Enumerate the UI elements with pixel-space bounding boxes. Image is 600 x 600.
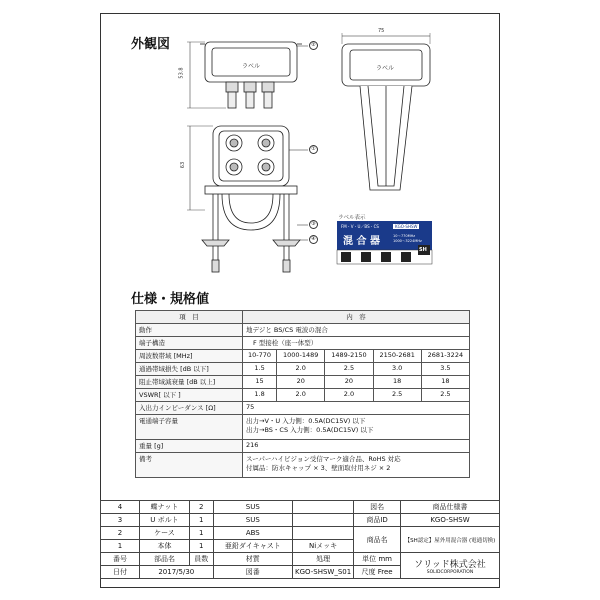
header-name: 部品名 (139, 553, 189, 566)
part-name: U ボルト (139, 514, 189, 527)
part-qty: 1 (189, 527, 213, 540)
table-row (101, 553, 500, 566)
table-row (136, 350, 470, 363)
table-row (136, 453, 470, 478)
unit-label: 単位 mm (354, 553, 401, 566)
part-material: ABS (213, 527, 292, 540)
notes-line-2: 付属品：防水キャップ × 3、壁面取付用ネジ × 2 (246, 464, 391, 472)
table-row (101, 514, 500, 527)
drawing-name: 商品仕様書 (400, 501, 499, 514)
cell: 1000-1489 (277, 350, 325, 363)
product-id-label: 商品ID (354, 514, 401, 527)
header-material: 材質 (213, 553, 292, 566)
label-band-text: FM・V・U／BS・CS (341, 224, 379, 229)
company-en: SOLIDCORPORATION (426, 569, 474, 575)
cell: 2.0 (325, 389, 373, 402)
row-label: 入出力インピーダンス [Ω] (136, 402, 243, 415)
row-value: 216 (243, 440, 470, 453)
table-row (136, 376, 470, 389)
label-display-caption: ラベル表示 (338, 215, 366, 221)
row-value (243, 453, 470, 478)
part-no: 3 (101, 514, 140, 527)
row-label: 通過帯域損失 [dB 以下] (136, 363, 243, 376)
company-cell (400, 553, 499, 579)
part-no: 4 (101, 501, 140, 514)
notes-line-1: スーパーハイビジョン受信マーク適合品、RoHS 対応 (246, 455, 401, 463)
cell: 2.0 (277, 363, 325, 376)
table-row (101, 527, 500, 540)
part-treatment: Niメッキ (293, 540, 354, 553)
table-row (136, 415, 470, 440)
part-name: ケース (139, 527, 189, 540)
label-main: 混 合 器 (343, 236, 380, 247)
cell: 20 (277, 376, 325, 389)
row-label: 備考 (136, 453, 243, 478)
callout-2: ② (309, 41, 320, 50)
row-label: 端子構造 (136, 337, 243, 350)
row-label: 動作 (136, 324, 243, 337)
drawing-no: KGO-SHSW_S01 (293, 566, 354, 579)
part-no: 2 (101, 527, 140, 540)
row-label: VSWR[ 以下 ] (136, 389, 243, 402)
cell: 10-770 (243, 350, 277, 363)
table-row (101, 501, 500, 514)
table-row (136, 389, 470, 402)
cell: 2.5 (421, 389, 469, 402)
drawing-name-label: 図名 (354, 501, 401, 514)
header-no: 番号 (101, 553, 140, 566)
header-qty: 員数 (189, 553, 213, 566)
company-name: ソリッド株式会社 (414, 559, 486, 570)
cell: 18 (373, 376, 421, 389)
row-value: F 型接栓（座一体型） (243, 337, 470, 350)
callout-4: ④ (309, 235, 320, 244)
row-label: 電通端子容量 (136, 415, 243, 440)
cell: 2150-2681 (373, 350, 421, 363)
part-name: 蝶ナット (139, 501, 189, 514)
header-item: 項 目 (136, 311, 243, 324)
part-material: SUS (213, 501, 292, 514)
drawing-no-label: 図番 (213, 566, 292, 579)
row-value: 75 (243, 402, 470, 415)
part-material: SUS (213, 514, 292, 527)
cell: 18 (421, 376, 469, 389)
body-height-dimension: 63 (180, 161, 187, 169)
cell: 2681-3224 (421, 350, 469, 363)
current-line-1: 出力→V・U 入力側：0.5A(DC15V) 以下 (246, 417, 366, 425)
current-line-2: 出力→BS・CS 入力側：0.5A(DC15V) 以下 (246, 426, 374, 434)
sh-badge: SH (419, 247, 427, 253)
date: 2017/5/30 (139, 566, 213, 579)
label-text-left: ラベル (242, 63, 261, 70)
table-row (136, 337, 470, 350)
part-treatment (293, 514, 354, 527)
row-label: 重量 [g] (136, 440, 243, 453)
part-qty: 1 (189, 514, 213, 527)
part-material: 亜鉛ダイキャスト (213, 540, 292, 553)
table-row (136, 363, 470, 376)
callout-3: ③ (309, 220, 320, 229)
cell: 20 (325, 376, 373, 389)
cell: 1489-2150 (325, 350, 373, 363)
exterior-title: 外観図 (131, 37, 171, 52)
header-treatment: 処理 (293, 553, 354, 566)
part-qty: 1 (189, 540, 213, 553)
part-name: 本体 (139, 540, 189, 553)
spec-title: 仕様・規格値 (131, 292, 210, 307)
row-label: 周波数帯域 [MHz] (136, 350, 243, 363)
height-dimension: 53.8 (178, 67, 185, 79)
spec-header-row (136, 311, 470, 324)
cell: 1.5 (243, 363, 277, 376)
cell: 3.5 (421, 363, 469, 376)
label-model: KGO-SHSW (395, 224, 418, 229)
label-text-right: ラベル (376, 65, 395, 72)
table-row (136, 324, 470, 337)
cell: 2.5 (373, 389, 421, 402)
table-row (136, 402, 470, 415)
scale-label: 尺度 Free (354, 566, 401, 579)
title-block-table (100, 500, 500, 579)
spec-table (135, 310, 470, 478)
table-row (136, 440, 470, 453)
row-label: 阻止帯域減衰量 [dB 以上] (136, 376, 243, 389)
row-value: 地デジと BS/CS 電波の混合 (243, 324, 470, 337)
date-label: 日付 (101, 566, 140, 579)
row-value (243, 415, 470, 440)
part-no: 1 (101, 540, 140, 553)
cell: 1.8 (243, 389, 277, 402)
cell: 3.0 (373, 363, 421, 376)
width-dimension: 75 (378, 28, 385, 34)
cell: 2.5 (325, 363, 373, 376)
callout-1: ① (309, 145, 320, 154)
product-id: KGO-SHSW (400, 514, 499, 527)
part-treatment (293, 501, 354, 514)
cell: 15 (243, 376, 277, 389)
cell: 2.0 (277, 389, 325, 402)
part-treatment (293, 527, 354, 540)
label-sub2: 1000〜3224MHz (393, 239, 422, 243)
header-content: 内 容 (243, 311, 470, 324)
label-sub1: 10〜770MHz (393, 234, 416, 238)
product-name: 【SH認定】屋外用混合器 (電通切換) (400, 527, 499, 553)
part-qty: 2 (189, 501, 213, 514)
product-name-label: 商品名 (354, 527, 401, 553)
